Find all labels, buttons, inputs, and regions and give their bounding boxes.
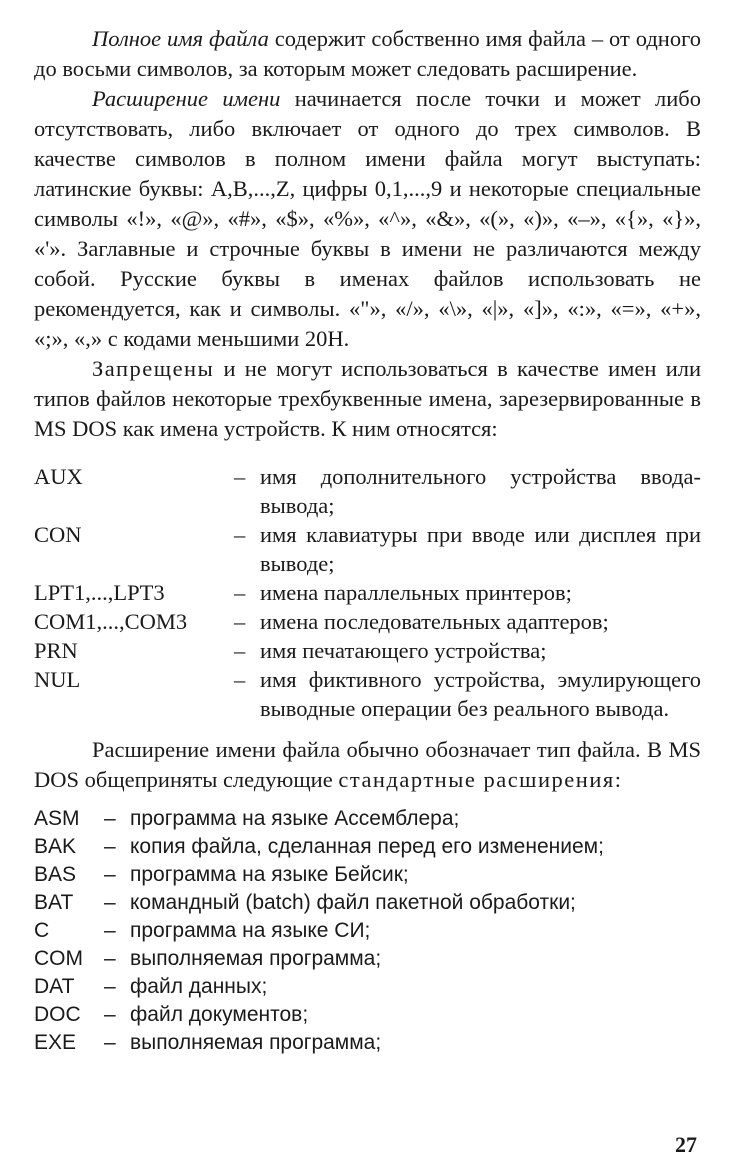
text-extension: начинается после точки и может либо отсутствовать, либо включает от одного до трех символов. В качестве символов в полном имени файла могут выступать: латинские буквы: A,B,...,Z, цифры 0,1,...,9 и некоторые специальные символы «!», «@», «#», «$», «%», «^», «&», «(», «)», «–», «{», «}», «'». Заглавные и строчные буквы в имени не различаются между собой. Русские буквы в именах файлов использовать не рекомендуется, как и символы. «"», «/», «\», «|», «]», «:», «=», «+», «;», «,» с кодами меньшими 20H. xyxy=(34,86,701,351)
device-dash: – xyxy=(234,609,246,634)
extension-description: программа на языке СИ; xyxy=(130,919,371,942)
extension-description: файл документов; xyxy=(130,1003,309,1026)
device-row xyxy=(34,636,701,665)
extension-dash: – xyxy=(104,835,116,858)
extension-row xyxy=(34,1001,701,1029)
device-dash: – xyxy=(234,580,246,605)
device-dash: – xyxy=(234,522,246,547)
device-name: LPT1,...,LPT3 xyxy=(34,580,165,605)
extension-row xyxy=(34,805,701,833)
device-dash: – xyxy=(234,638,246,663)
extension-name: C xyxy=(34,919,50,942)
extension-description: программа на языке Бейсик; xyxy=(130,863,409,886)
ext-intro-spaced: стандартные расширения: xyxy=(338,767,623,792)
extension-dash: – xyxy=(104,891,116,914)
extension-name: COM xyxy=(34,947,83,970)
paragraph-full-name xyxy=(34,24,701,84)
extension-description: выполняемая программа; xyxy=(130,947,382,970)
extension-dash: – xyxy=(104,919,116,942)
text-full-name: содержит собственно имя файла – от одного до восьми символов, за которым может следовать расширение. xyxy=(34,26,701,81)
extension-description: программа на языке Ассемблера; xyxy=(130,807,460,830)
extension-dash: – xyxy=(104,1031,116,1054)
reserved-text: и не могут использоваться в качестве имен или типов файлов некоторые трехбуквенные имена, зарезервированные в MS DOS как имена устройств. К ним относятся: xyxy=(34,356,701,441)
device-name: AUX xyxy=(34,464,83,489)
device-description: имя клавиатуры при вводе или дисплея при выводе; xyxy=(260,522,701,576)
paragraph-ext-intro xyxy=(34,735,701,795)
extension-dash: – xyxy=(104,1003,116,1026)
reserved-lead: Запрещены xyxy=(92,356,215,381)
paragraph-reserved xyxy=(34,354,701,444)
device-dash: – xyxy=(234,464,246,489)
extension-name: BAT xyxy=(34,891,74,914)
extension-name: DAT xyxy=(34,975,75,998)
device-dash: – xyxy=(234,667,246,692)
device-name: COM1,...,COM3 xyxy=(34,609,188,634)
extension-name: BAK xyxy=(34,835,77,858)
device-description: имя печатающего устройства; xyxy=(260,638,547,663)
extension-description: выполняемая программа; xyxy=(130,1031,382,1054)
device-row xyxy=(34,607,701,636)
extension-row xyxy=(34,945,701,973)
extension-name: ASM xyxy=(34,807,80,830)
device-name: PRN xyxy=(34,638,78,663)
device-row xyxy=(34,520,701,578)
device-row xyxy=(34,665,701,723)
extension-description: копия файла, сделанная перед его изменением; xyxy=(130,835,604,858)
extension-row xyxy=(34,861,701,889)
extension-row xyxy=(34,1029,701,1057)
page-number: 27 xyxy=(675,1132,697,1157)
extension-name: BAS xyxy=(34,863,77,886)
device-row xyxy=(34,462,701,520)
extension-row xyxy=(34,889,701,917)
device-description: имена последовательных адаптеров; xyxy=(260,609,609,634)
extension-dash: – xyxy=(104,863,116,886)
device-name: CON xyxy=(34,522,82,547)
paragraph-extension xyxy=(34,84,701,354)
extension-dash: – xyxy=(104,975,116,998)
device-description: имя фиктивного устройства, эмулирующего выводные операции без реального вывода. xyxy=(260,667,701,721)
extension-row xyxy=(34,917,701,945)
extension-description: командный (batch) файл пакетной обработки; xyxy=(130,891,576,914)
extension-name: DOC xyxy=(34,1003,81,1026)
ext-intro-text: Расширение имени файла обычно обозначает тип файла. В MS DOS общеприняты следующие xyxy=(34,737,701,792)
device-name: NUL xyxy=(34,667,81,692)
device-row xyxy=(34,578,701,607)
extension-row xyxy=(34,973,701,1001)
extension-description: файл данных; xyxy=(130,975,268,998)
extension-list xyxy=(34,805,701,1057)
term-full-name: Полное имя файла xyxy=(92,26,269,51)
extension-dash: – xyxy=(104,947,116,970)
device-list xyxy=(34,462,701,723)
term-extension: Расширение имени xyxy=(92,86,281,111)
extension-row xyxy=(34,833,701,861)
device-description: имя дополнительного устройства ввода-вывода; xyxy=(260,464,701,518)
extension-dash: – xyxy=(104,807,116,830)
device-description: имена параллельных принтеров; xyxy=(260,580,572,605)
extension-name: EXE xyxy=(34,1031,77,1054)
